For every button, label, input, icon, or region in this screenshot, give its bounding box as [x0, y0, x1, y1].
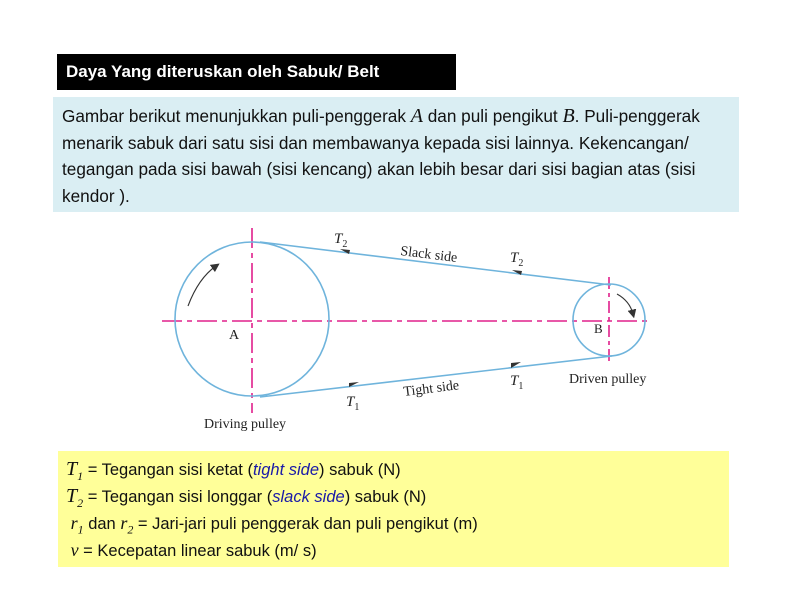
- description-symbol-b: B: [562, 105, 575, 127]
- legend-v-symbol: v: [70, 540, 79, 560]
- label-slack-side: Slack side: [399, 244, 459, 266]
- legend-t1-text: = Tegangan sisi ketat (: [83, 461, 253, 479]
- legend-t2-term: slack side: [272, 488, 345, 506]
- label-driven-pulley-b: B: [594, 321, 603, 336]
- label-t2-top: $T_2$: [334, 231, 348, 250]
- label-tight-side: Tight side: [402, 378, 460, 400]
- legend-t2-symbol: $T_2$: [66, 485, 84, 510]
- label-driven-pulley: Driven pulley: [569, 372, 647, 387]
- legend-r1-symbol: $r_1$: [70, 513, 84, 537]
- label-driving-pulley-a: A: [229, 328, 240, 343]
- legend-r2-symbol: $r_2$: [120, 513, 134, 537]
- legend-row-t2: [66, 483, 729, 510]
- driving-pulley-rotation-arrow: [188, 266, 216, 306]
- driven-pulley-rotation-arrow: [617, 294, 633, 314]
- description-text-3: . Puli-penggerak menarik sabuk dari satu sisi dan membawanya kepada sisi lainnya. Kekencangan/ tegangan pada sisi bawah (sisi kencang) akan lebih besar dari sisi bagian atas (sisi kendor ).: [62, 106, 700, 206]
- label-t1-bottom: $T_1$: [346, 394, 360, 413]
- legend-row-radius: [66, 510, 729, 537]
- legend-t2-unit: ) sabuk (N): [344, 488, 427, 506]
- description-symbol-a: A: [410, 105, 423, 127]
- label-t1-right: $T_1$: [510, 373, 524, 392]
- legend-box: [58, 451, 729, 567]
- legend-row-t1: [66, 456, 729, 483]
- legend-t2-text: = Tegangan sisi longgar (: [83, 488, 273, 506]
- legend-row-velocity: [66, 537, 729, 564]
- legend-t1-symbol: $T_1$: [66, 458, 84, 483]
- page-title-text: Daya Yang diteruskan oleh Sabuk/ Belt: [66, 62, 380, 81]
- legend-t1-term: tight side: [252, 461, 320, 479]
- legend-velocity-text: = Kecepatan linear sabuk (m/ s): [78, 542, 317, 560]
- label-driving-pulley: Driving pulley: [204, 417, 287, 432]
- description-text-2: dan puli pengikut: [422, 106, 563, 126]
- legend-radius-and: dan: [83, 515, 121, 533]
- label-t2-right: $T_2$: [510, 250, 524, 269]
- legend-radius-text: = Jari-jari puli penggerak dan puli pengikut (m): [133, 515, 478, 533]
- description-text-1: Gambar berikut menunjukkan puli-penggerak: [62, 106, 411, 126]
- legend-t1-unit: ) sabuk (N): [319, 461, 401, 479]
